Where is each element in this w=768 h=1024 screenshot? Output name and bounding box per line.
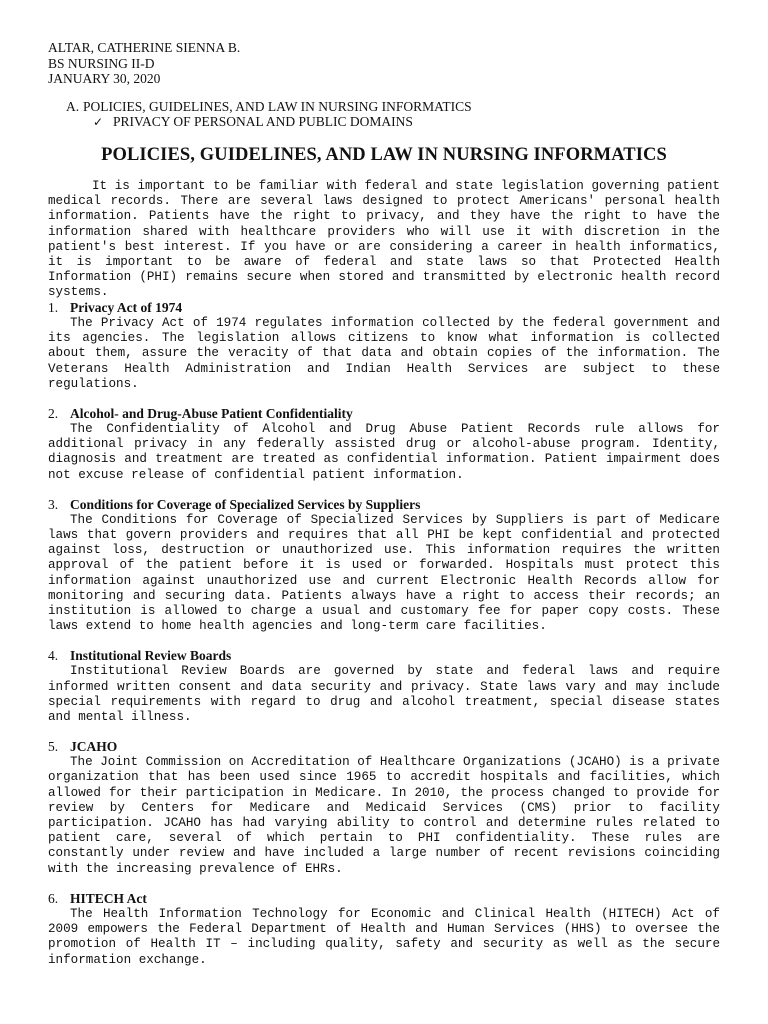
outline-letter: A. — [66, 99, 80, 114]
section-heading — [48, 300, 720, 315]
page-title: POLICIES, GUIDELINES, AND LAW IN NURSING INFORMATICS — [101, 145, 667, 165]
section-privacy-act — [48, 300, 720, 392]
section-number: 5. — [48, 739, 59, 755]
section-body: The Joint Commission on Accreditation of Healthcare Organizations (JCAHO) is a private organization that has been used since 1965 to accredit hospitals and facilities, which allowed for their participation in Medicare. In 2010, the process changed to provide for review by Centers for Medicare and Medicaid Services (CMS) prior to facility participation. JCAHO has had varying ability to control and determine rules related to patient care, several of which pertain to PHI confidentiality. These rules are constantly under review and have included a large number of recent revisions coinciding with the increasing prevalence of EHRs. — [48, 755, 720, 876]
course-section: BS NURSING II-D — [48, 55, 155, 71]
section-body: The Confidentiality of Alcohol and Drug Abuse Patient Records rule allows for additional privacy in any federally assisted drug or alcohol-abuse program. Identity, diagnosis and treatment are treated as confidential information. Patient impairment does not excuse release of confidential patient information. — [48, 422, 720, 482]
section-hitech-act — [48, 891, 720, 968]
section-title: Privacy Act of 1974 — [70, 300, 183, 315]
section-title: Conditions for Coverage of Specialized Services by Suppliers — [70, 496, 421, 512]
section-body: Institutional Review Boards are governed by state and federal laws and require informed written consent and data security and privacy. State laws vary and may include special requirements with regard to drug and alcohol treatment, special disease states and mental illness. — [48, 664, 720, 725]
section-jcaho — [48, 739, 720, 877]
outline-topic: POLICIES, GUIDELINES, AND LAW IN NURSING INFORMATICS — [83, 99, 472, 114]
section-heading — [48, 648, 720, 663]
section-heading — [48, 739, 720, 754]
section-body: The Health Information Technology for Economic and Clinical Health (HITECH) Act of 2009 empowers the Federal Department of Health and Human Services (HHS) to oversee the promotion of Health IT – including quality, safety and security as well as the secure information exchange. — [48, 906, 720, 967]
document-header — [48, 40, 240, 87]
section-title: JCAHO — [70, 739, 118, 755]
outline-subtopic: PRIVACY OF PERSONAL AND PUBLIC DOMAINS — [113, 114, 413, 129]
section-drug-abuse-confidentiality — [48, 406, 720, 483]
section-heading — [48, 891, 720, 906]
section-heading — [48, 406, 720, 421]
section-title: Institutional Review Boards — [70, 648, 232, 664]
section-number: 1. — [48, 300, 59, 315]
document-date: JANUARY 30, 2020 — [48, 71, 161, 86]
outline-subitem — [66, 114, 472, 130]
outline-item — [66, 99, 472, 114]
section-title: Alcohol- and Drug-Abuse Patient Confidentiality — [70, 406, 353, 422]
section-body: The Conditions for Coverage of Specialized Services by Suppliers is part of Medicare laws that govern providers and requires that all PHI be kept confidential and protected against loss, destruction or unauthorized use. This information requires the written approval of the patient before it is used or forwarded. Hospitals must protect this information against unauthorized use and current Electronic Health Records allow for monitoring and securing data. Patients always have a right to access their records; an institution is allowed to charge a usual and customary fee for paper copy costs. These laws extend to home health agencies and long-term care facilities. — [48, 512, 720, 634]
author-name: ALTAR, CATHERINE SIENNA B. — [48, 40, 241, 55]
topic-outline — [66, 99, 472, 130]
section-number: 3. — [48, 496, 59, 512]
check-icon: ✓ — [93, 115, 104, 129]
section-specialized-services — [48, 497, 720, 635]
section-number: 4. — [48, 648, 59, 664]
intro-paragraph: It is important to be familiar with federal and state legislation governing patient medical records. There are several laws designed to protect Americans' personal health information. Patients have the right to privacy, and they have the right to have the information shared with healthcare providers who will use it with discretion in the patient's best interest. If you have or are considering a career in health informatics, it is important to be aware of federal and state laws so that Protected Health Information (PHI) remains secure when stored and transmitted by electronic health record systems. — [48, 179, 720, 300]
section-review-boards — [48, 648, 720, 725]
section-number: 6. — [48, 890, 59, 906]
section-title: HITECH Act — [70, 890, 147, 906]
section-heading — [48, 497, 720, 512]
law-sections — [48, 300, 720, 982]
section-body: The Privacy Act of 1974 regulates information collected by the federal government and its agencies. The legislation allows citizens to know what information is collected about them, assure the veracity of that data and obtain copies of the information. The Veterans Health Administration and Indian Health Services are subject to these regulations. — [48, 316, 720, 391]
section-number: 2. — [48, 406, 59, 422]
